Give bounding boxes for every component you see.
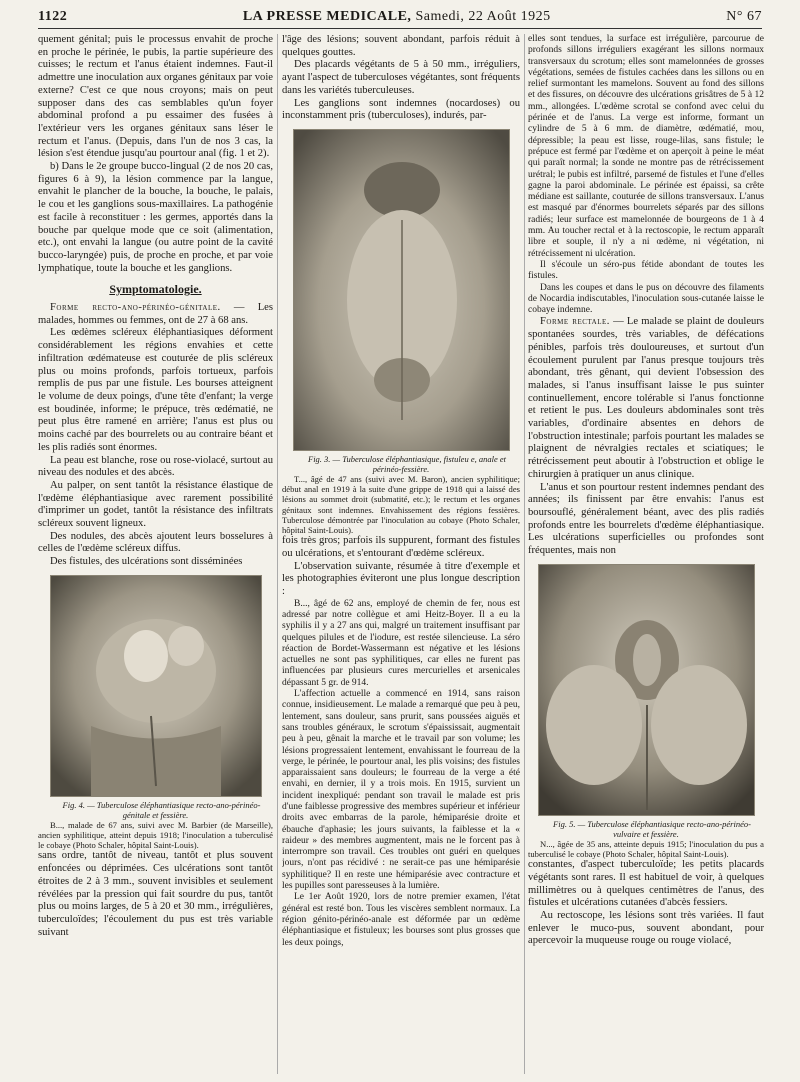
paragraph: Les ganglions sont indemnes (nocardoses) ou inconstamment pris (tuberculoses), indurés, par- [282,97,520,122]
paragraph: Les œdèmes scléreux éléphantiasiques déforment considérablement les régions envahies et cette infiltration œdémateuse est couturée de plis scléreux plus ou moins profonds, parfois tortueux, parfois remplis de pus par une fistule. Les bourses atteignent le volume de deux poings, d'une tête d'enfant; la verge est boudinée, informe; le prépuce, très œdématié, ne peut plus être ramené en arrière; l'anus est plus ou moins caché par des bourrelets ou au contraire béant et les plis radiés sont énormes. [38,327,273,453]
paragraph: constantes, d'aspect tuberculoïde; les petits placards végétants sont rares. Il est habituel de voir, à quelques millimètres ou à quelques centimètres de l'anus, des fistules et ulcérations cutanées d'abcès fessiers. [528,859,764,909]
issue-number: N° 67 [726,9,762,24]
paragraph: L'observation suivante, résumée à titre d'exemple et les photographies éviteront une plus longue description : [282,560,520,597]
figure-3-photo [293,129,510,451]
figure-4-photo [50,575,262,797]
column-divider [277,34,278,1074]
paragraph: fois très gros; parfois ils suppurent, formant des fistules ou ulcérations, et s'entourant d'œdème scléreux. [282,535,520,559]
figure-5-legend: N..., âgée de 35 ans, atteinte depuis 1915; l'inoculation du pus a tuberculisé le cobaye (Photo Schaler, hôpital Saint-Louis). [528,838,764,859]
figure-3-legend: T..., âgé de 47 ans (suivi avec M. Baron), ancien syphilitique; début anal en 1919 à la suite d'une grippe de 1918 qui a laissé des lésions au sommet droit (submatité, etc.); le rectum et les organes génitaux sont indemnes. Envahissement des régions fessières. Tuberculose démontrée par l'inoculation au cobaye (Photo Schaler, hôpital Saint-Louis). [282,473,520,535]
form-label: Forme recto-ano-périnéo-génitale. [50,302,221,314]
observation-paragraph: L'affection actuelle a commencé en 1914, sans raison connue, insidieusement. Le malade a remarqué que peu à peu, lentement, sans douleur, sans prurit, sans poussées aiguës et sans troubles généraux, le scrotum s'épaississait, augmentait peu à peu, gênait la marche et le travail par son volume; les lésions progressaient lentement, envahissant le fourreau de la verge, le périnée, le pourtour anal, les plis voisins; des fistules apparaissaient sans douleurs; le fourreau de la verge a été envahi, en dernier, il y a trois mois. En 1915, survient un incident inexpliqué: pendant son travail le malade est pris d'une faiblesse progressive des membres supérieur et inférieur droits avec embarras de la parole, hémiparésie droite et ébauche d'aphasie; les jours suivants, la faiblesse et la « raideur » des membres augmentent, mais ne le forcent pas à interrompre son travail. Ces troubles ont guéri en quelques jours, n'ont pas récidivé : ne serait-ce pas une hémiparésie syphilitique? Il en reste une hémiparésie avec contracture et les pupilles sont paresseuses à la lumière. [282,689,520,892]
observation-paragraph: Il s'écoule un séro-pus fétide abondant de toutes les fistules. [528,259,764,282]
paragraph: Forme recto-ano-périnéo-génitale. — Les malades, hommes ou femmes, ont de 27 à 68 ans. [38,302,273,326]
paragraph: L'anus et son pourtour restent indemnes pendant des années; ils finissent par être envahis: l'anus est boursouflé, généralement béant, avec des plis radiés profonds entre les bourrelets d'œdème éléphantiasique. Les ulcérations superficielles ou profondes sont fréquentes, mais non [528,481,764,557]
paragraph: quement génital; puis le processus envahit de proche en proche le périnée, le pubis, la partie supérieure des cuisses; le rectum et l'anus étaient indemnes. Faut-il admettre une inoculation aux organes génitaux par voie externe? C'est ce que nous croyons; mais on peut supposer dans des cas semblables qu'un foyer abdominal profond a pu essaimer des fusées à l'extérieur vers les organes génitaux sans léser le rectum et l'anus. (Depuis, dans l'un de nos 3 cas, la lésion s'est étendue jusqu'au pourtour anal (fig. 1 et 2). [38,34,273,160]
paragraph: sans ordre, tantôt de niveau, tantôt et plus souvent enfoncées ou déprimées. Ces ulcérations sont tantôt étroites de 2 à 3 mm., souvent invisibles et seulement révélées par la pression qui fait sourdre du pus, tantôt plus ou moins larges, de 5 à 20 et 30 mm., irrégulières, tuberculoïdes; l'écoulement du pus est très variable suivant [38,850,273,938]
paragraph: Des fistules, des ulcérations sont disséminées [50,556,243,568]
figure-3-caption: Fig. 3. — Tuberculose éléphantiasique, fistuleu e, anale et périnéo-fessière. [308,453,506,474]
paragraph: b) Dans le 2e groupe bucco-lingual (2 de nos 20 cas, figures 6 à 9), la lésion commence par la langue, envahit le plancher de la bouche, la bouche, le palais, le cou et les ganglions sous-maxillaires. La pathogénie est facile à reconstituer : les germes, apportés dans la bouche par quelque mode que ce soit (alimentation, etc.), ont envahi la langue (ou autre point de la cavité bucco-laryngée) puis, de proche en proche, et par voie lymphatique, toute la bouche et les ganglions. [38,161,273,274]
form-label: Forme rectale. [540,316,610,328]
observation-paragraph: B..., âgé de 62 ans, employé de chemin de fer, nous est adressé par notre collègue et ami Heitz-Boyer. Il a eu la syphilis il y a 27 ans qui, malgré un traitement insuffisant par quelques pilules et de l'iodure, est restée silencieuse. La séro réaction de Bordet-Wassermann est négative et les lésions actuelles ne sont pas syphilitiques, car elles ne furent pas influencées par plusieurs cures mercurielles et arsenicales dépassant 5 gr. de 914. [282,598,520,688]
paragraph: La peau est blanche, rose ou rose-violacé, surtout au niveau des nodules et des abcès. [38,454,273,479]
observation-paragraph: elles sont tendues, la surface est irrégulière, parcourue de profonds sillons irréguliers exagérant les sillons normaux transversaux du scrotum; elles sont mamelonnées de grosses végétations, semées de fistules cachées dans les sillons ou en relief surmontant les mamelons. Souvent au fond des sillons et des fissures, on découvre des ulcérations grisâtres de 5 à 12 mm., allongées. L'œdème scrotal se confond avec celui du périnée et de l'anus. La verge est informe, formant un cylindre de 5 à 6 mm. de diamètre, œdématié, mou, dépressible; la peau est lisse, rouge-lilas, sans fistule; le prépuce est fermé par l'œdème et on aperçoit à peine le méat qui paraît normal; la sonde ne montre pas de rétrécissement urétral; le pubis est infiltré, parsemé de fistules et l'une d'elles gagne la paroi abdominale. Le périnée est épaissi, sa crête médiane est saillante, couturée de sillons transversaux. L'anus est masqué par d'énormes bourrelets séparés par des sillons radiés; leur surface est mamelonnée de bourgeons de 1 à 4 mm. Au toucher rectal et à la rectoscopie, le rectum apparaît libre et souple, il n'y a ni œdème, ni végétation, ni rétrécissement ni ulcération. [528,34,764,259]
figure-4-caption: Fig. 4. — Tuberculose éléphantiasique recto-ano-périnéo-génitale et fessière. [62,799,261,820]
paragraph: l'âge des lésions; souvent abondant, parfois réduit à quelques gouttes. [282,34,520,58]
figure-5-photo [538,564,755,816]
column-3 [528,34,764,1074]
paragraph: Au rectoscope, les lésions sont très variées. Il faut enlever le muco-pus, souvent abondant, pour apercevoir la muqueuse rouge ou rouge violacé, [528,910,764,947]
observation-paragraph: Dans les coupes et dans le pus on découvre des filaments de Nocardia indiscutables, l'inoculation sous-cutanée laisse le cobaye indemne. [528,282,764,316]
column-1 [38,34,273,1074]
section-heading: Symptomatologie. [109,282,202,297]
column-divider [524,34,525,1074]
page-number: 1122 [38,9,68,24]
observation-paragraph: Le 1er Août 1920, lors de notre premier examen, l'état général est resté bon. Tous les viscères semblent normaux. La région génito-périnéo-anale est déformée par un œdème éléphantiasique et fistuleux; les bourses sont plus grosses que les deux poings, [282,892,520,948]
journal-name: LA PRESSE MEDICALE, [242,9,412,24]
page-header [38,6,762,29]
paragraph: Des nodules, des abcès ajoutent leurs bosselures à celles de l'œdème scléreux diffus. [38,530,273,555]
journal-title [243,9,551,25]
figure-4-legend: B..., malade de 67 ans, suivi avec M. Barbier (de Marseille), ancien syphilitique, atteint depuis 1918; l'inoculation a tuberculisé le cobaye (Photo Schaler, hôpital Saint-Louis). [38,819,273,851]
paragraph: Des placards végétants de 5 à 50 mm., irréguliers, ayant l'aspect de tuberculoses végétantes, sont fréquents dans les variétés tuberculeuses. [282,59,520,96]
issue-date: Samedi, 22 Août 1925 [415,9,551,24]
paragraph: Forme rectale. — Le malade se plaint de douleurs spontanées sourdes, très variables, de défécations pénibles, parfois très douloureuses, et surtout d'un écoulement purulent par l'anus presque toujours très abondant, très gênant, qui devient l'obsession des malades, si l'anus insuffisant laisse le pus suinter continuellement, encore tolérable si l'anus fonctionne et retient le pus. Les douleurs abdominales sont très variables, d'ordinaire absentes en dehors de l'obstruction intestinale; parfois pourtant les malades se plaignent de névralgies rectales et sciatiques; le rétrécissement peut aboutir à l'obstruction et oblige le chirurgien à pratiquer un anus clinique. [528,316,764,480]
figure-5-caption: Fig. 5. — Tuberculose éléphantiasique recto-ano-périnéo-vulvaire et fessière. [553,818,751,839]
column-2 [282,34,520,1074]
paragraph: Au palper, on sent tantôt la résistance élastique de l'œdème éléphantiasique avec rarement possibilité d'imprimer un godet, tantôt la résistance des infiltrats scléreux souvent ligneux. [38,479,273,530]
